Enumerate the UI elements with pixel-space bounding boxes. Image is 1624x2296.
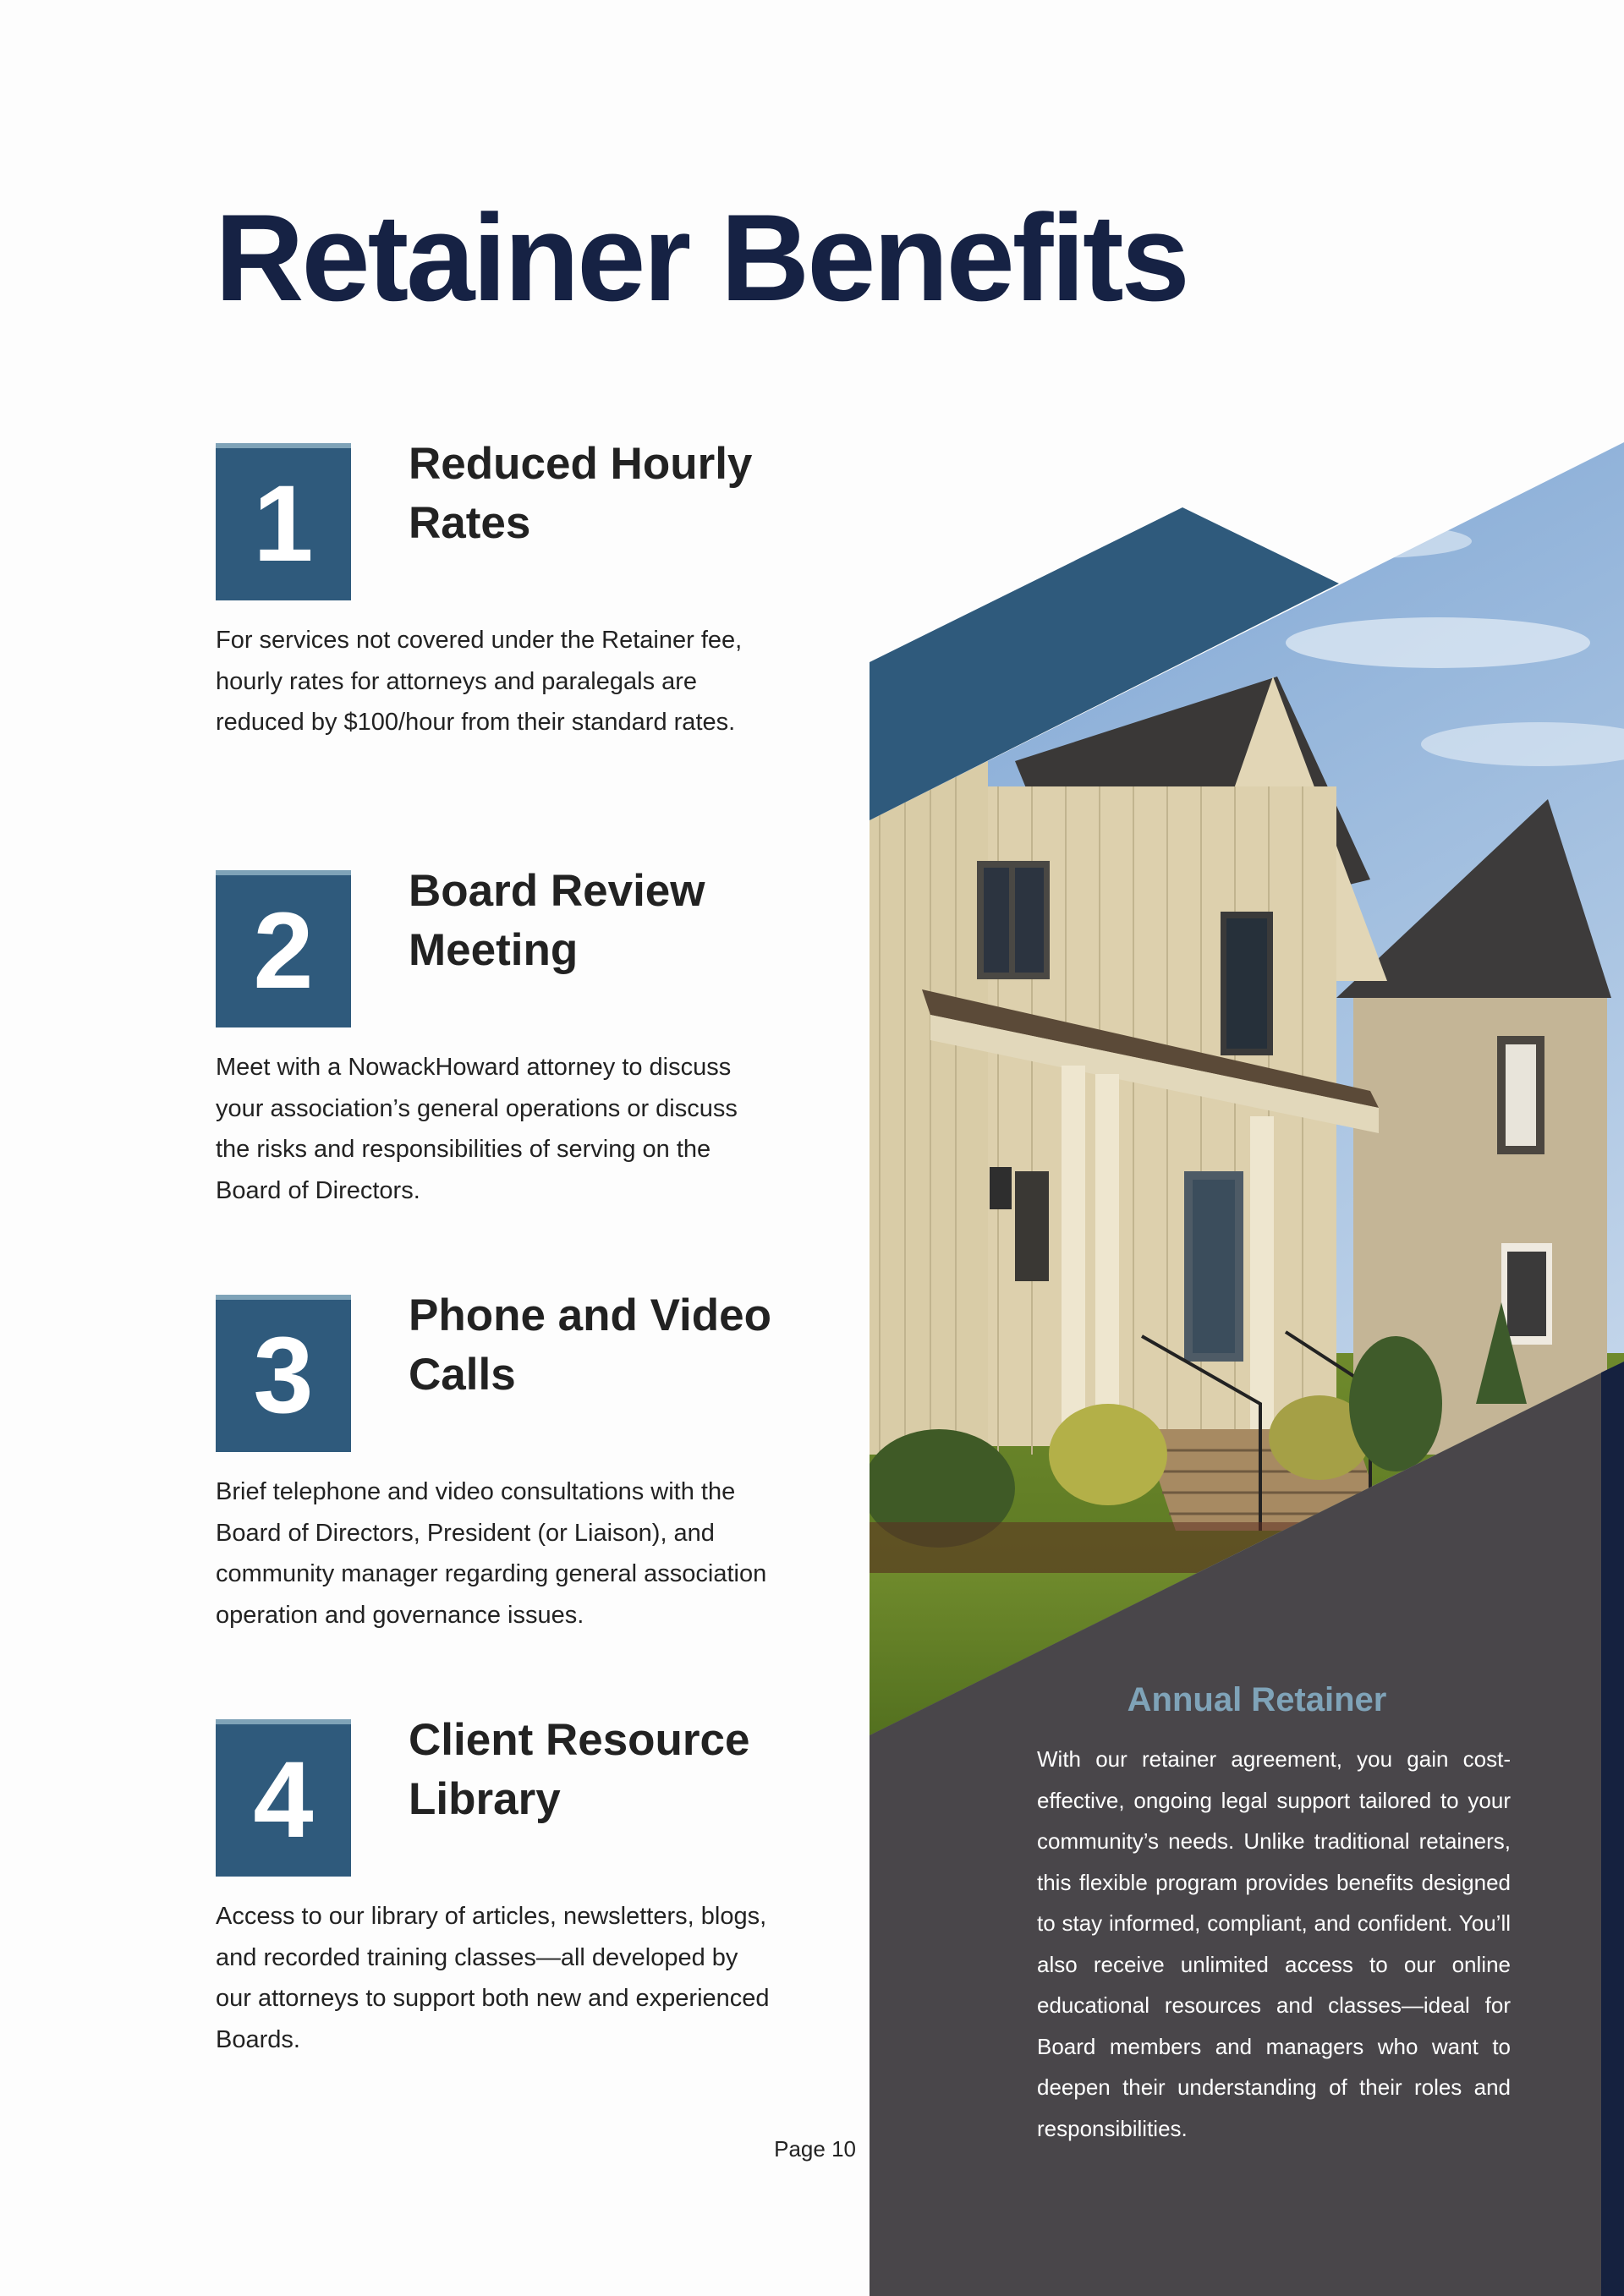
benefit-number-badge-2: 2: [216, 870, 351, 1027]
benefit-description-2: Meet with a NowackHoward attorney to discuss your association’s general operations or discuss the risks and responsibilities of serving on the Board of Directors.: [216, 1054, 738, 1204]
benefit-description-3: Brief telephone and video consultations with the Board of Directors, President (or Liaison), and community manager regarding general association operation and governance issues.: [216, 1478, 767, 1629]
navy-edge-strip: [1601, 1362, 1624, 2296]
benefit-number-badge-1: 1: [216, 443, 351, 600]
benefit-description-4: Access to our library of articles, newsletters, blogs, and recorded training classes—all developed by our attorneys to support both new and experienced Boards.: [216, 1903, 770, 2053]
page-number: Page 10: [774, 2136, 856, 2162]
benefit-title-3: Phone and Video Calls: [409, 1290, 771, 1400]
annual-retainer-heading: Annual Retainer: [1127, 1681, 1387, 1718]
benefit-title-2: Board Review Meeting: [409, 866, 705, 975]
benefit-number-badge-4: 4: [216, 1719, 351, 1877]
benefit-number-badge-3: 3: [216, 1295, 351, 1452]
benefit-title-4: Client Resource Library: [409, 1715, 750, 1824]
annual-retainer-text: With our retainer agreement, you gain cost-effective, ongoing legal support tailored to your community’s needs. Unlike traditional retainers, this flexible program provides benefits designed to stay informed, compliant, and confident. You’ll also receive unlimited access to our online educational resources and classes—ideal for Board members and managers who want to deepen their understanding of their roles and responsibilities.: [1037, 1746, 1511, 2141]
page-title: Retainer Benefits: [215, 189, 1188, 326]
benefit-description-1: For services not covered under the Retainer fee, hourly rates for attorneys and paralegals are reduced by $100/hour from their standard rates.: [216, 627, 743, 736]
benefit-title-1: Reduced Hourly Rates: [409, 439, 753, 548]
